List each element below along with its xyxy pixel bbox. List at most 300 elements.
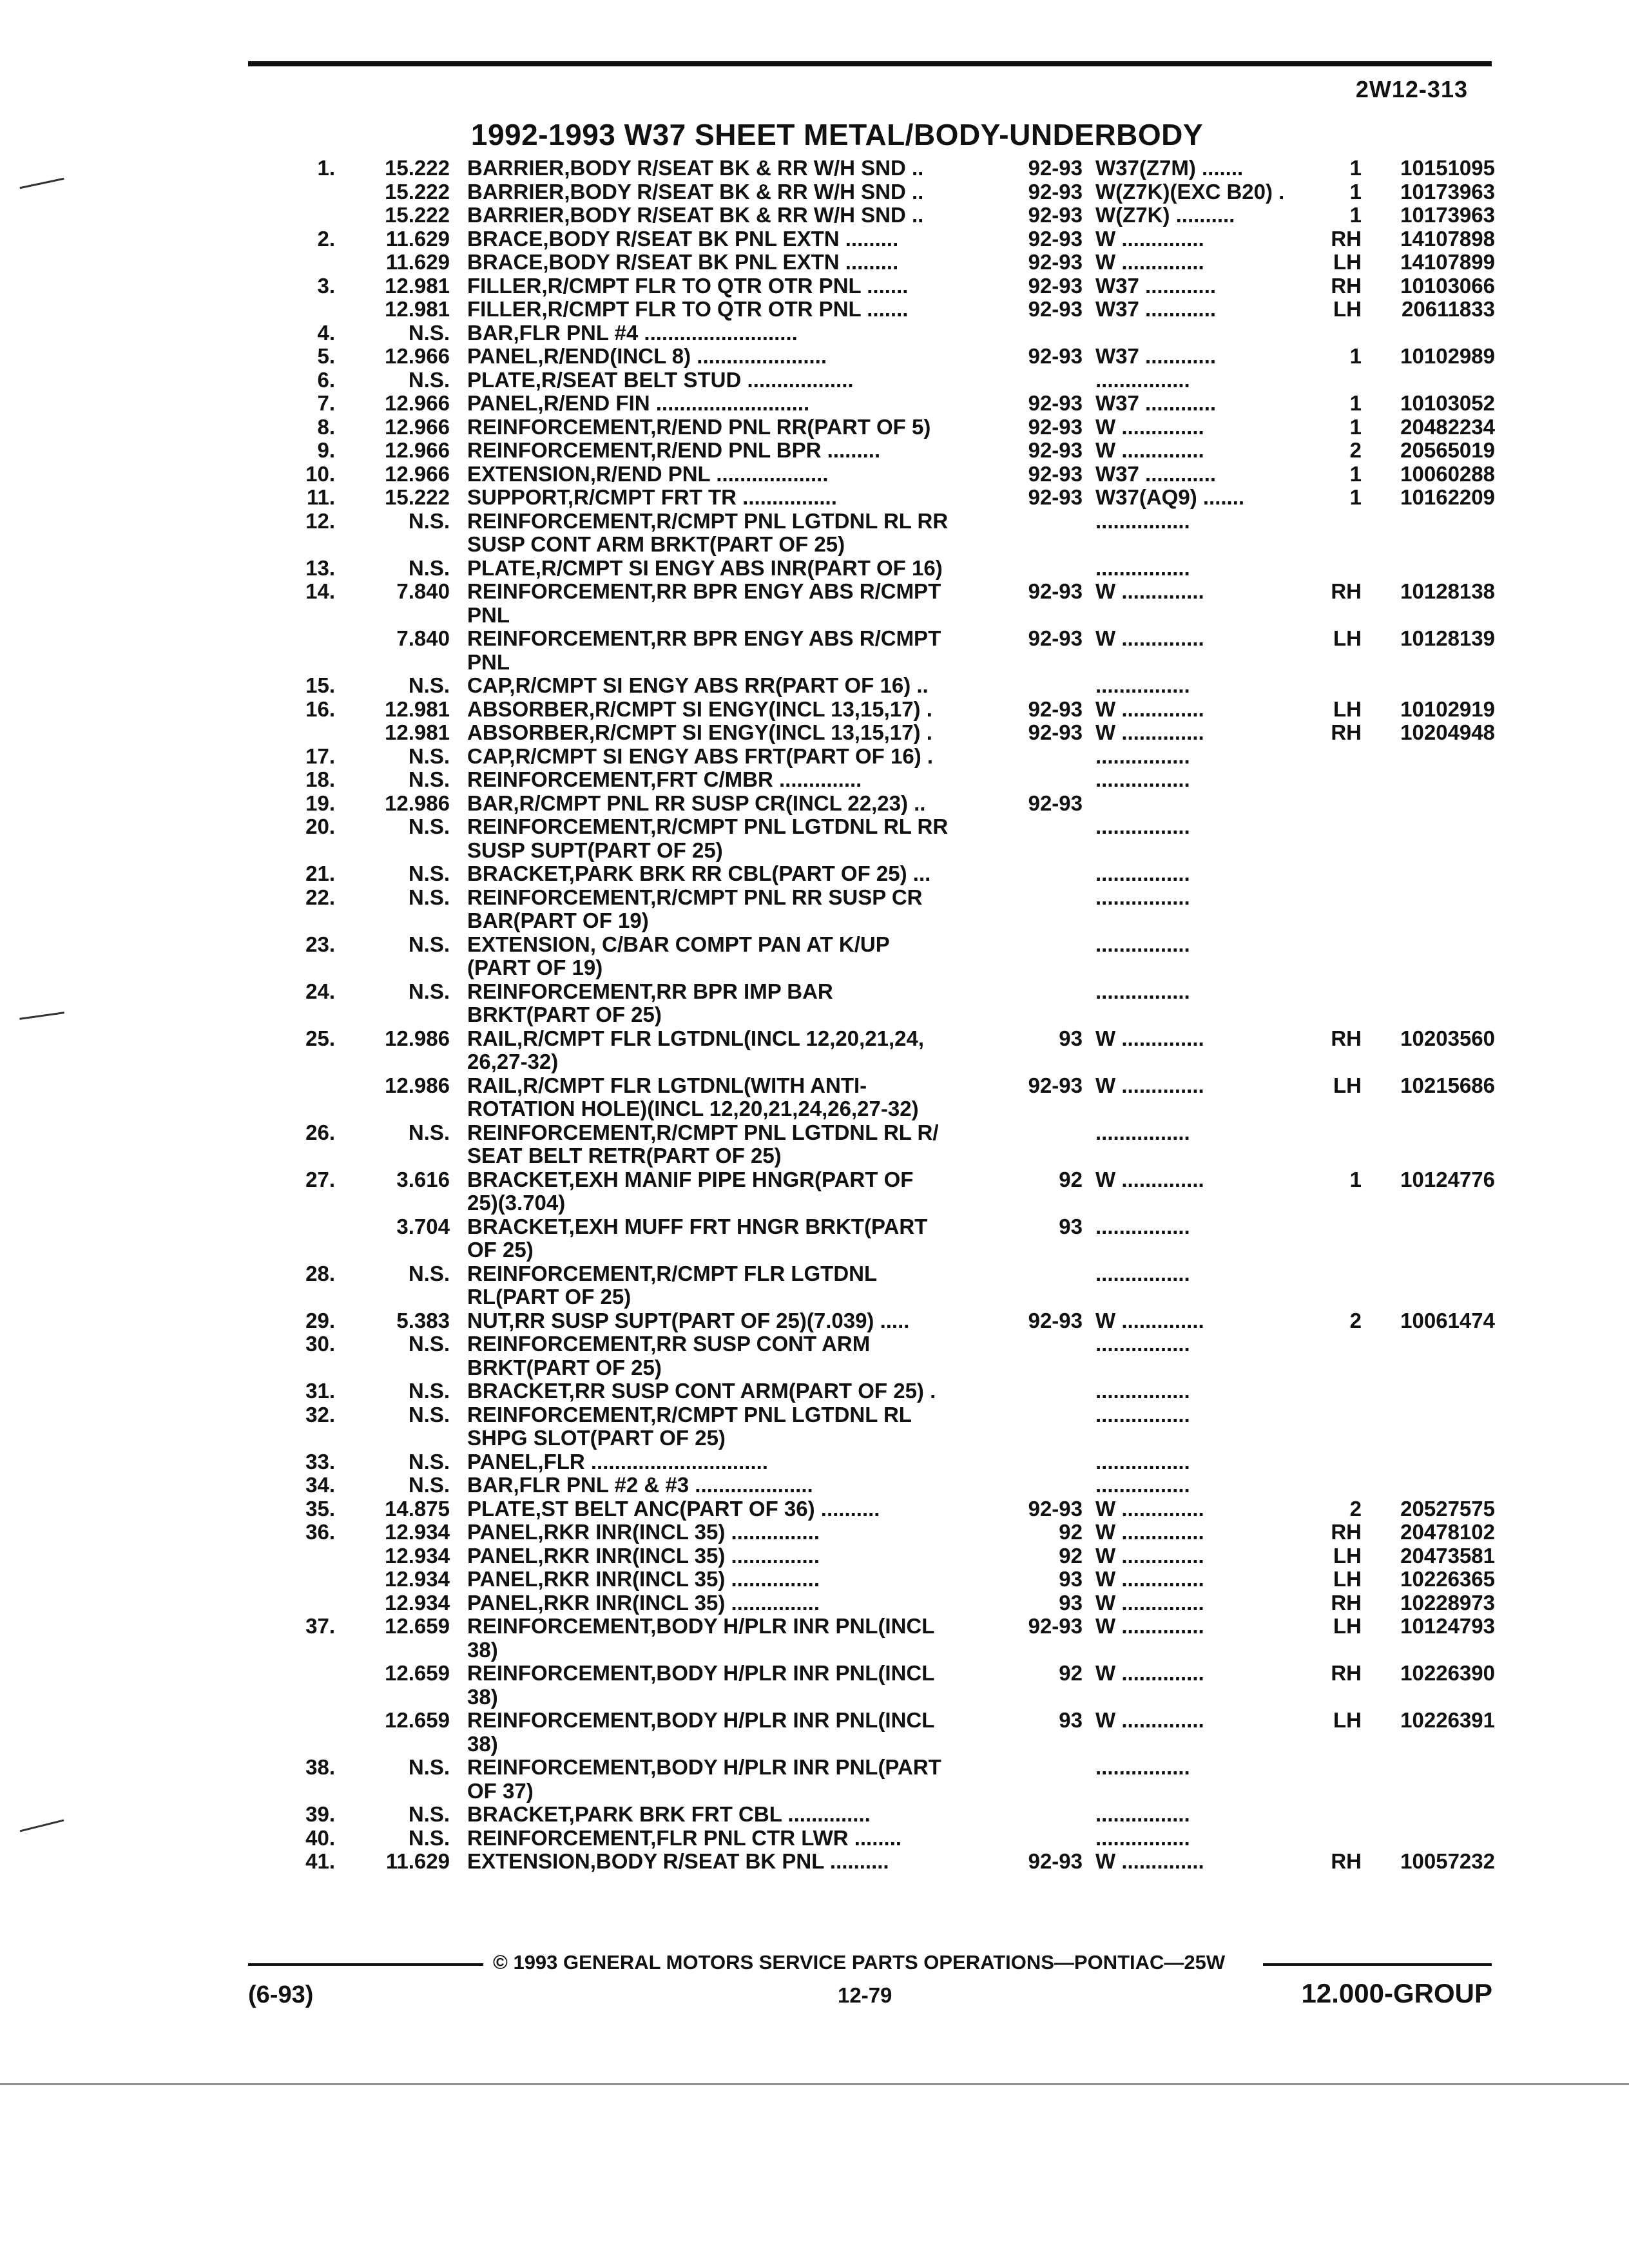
body-style: W .............. (1095, 697, 1204, 721)
description-line (467, 227, 1008, 251)
item-number: 39. (305, 1802, 335, 1826)
group-number: N.S. (408, 932, 450, 956)
table-row (271, 1709, 1495, 1756)
part-detail: ,R/CMPT SI ENGY ABS INR(PART OF 16) (535, 555, 943, 580)
quantity: LH (1333, 297, 1362, 321)
table-row (271, 1662, 1495, 1709)
margin-mark (19, 1012, 64, 1020)
part-description (467, 1850, 1008, 1874)
model-years: 92-93 (1028, 438, 1083, 462)
part-number: 20482234 (1400, 414, 1495, 439)
part-name: SUPPORT (467, 485, 568, 509)
part-description (467, 1591, 1008, 1615)
quantity: 1 (1349, 414, 1362, 439)
part-number: 10215686 (1400, 1073, 1495, 1097)
body-style: W .............. (1095, 1544, 1204, 1568)
part-name: CAP (467, 744, 510, 768)
model-years: 93 (1059, 1590, 1083, 1615)
description-line (467, 180, 1008, 204)
footer-date: (6-93) (248, 1981, 314, 2008)
part-detail: ,R/END PNL RR(PART OF 5) (650, 414, 931, 439)
model-years: 92-93 (1028, 344, 1083, 368)
model-years: 92-93 (1028, 1496, 1083, 1521)
table-row (271, 815, 1495, 862)
description-line (467, 1850, 1008, 1874)
table-row (271, 369, 1495, 392)
part-name: PANEL (467, 391, 538, 415)
model-years: 92-93 (1028, 203, 1083, 227)
body-style: ................ (1095, 932, 1190, 956)
part-description (467, 345, 1008, 369)
part-detail: ,RR SUSP CONT ARM (650, 1332, 871, 1356)
part-name: PLATE (467, 1496, 535, 1521)
description-continuation: (PART OF 19) (467, 956, 603, 979)
part-description (467, 463, 1008, 486)
part-name: BARRIER (467, 203, 564, 227)
model-years: 92-93 (1028, 579, 1083, 603)
part-number: 10128138 (1400, 579, 1495, 603)
description-line (467, 1168, 1008, 1192)
part-detail: ,R/CMPT FLR LGTDNL(INCL 12,20,21,24, (517, 1026, 924, 1050)
table-row (271, 1168, 1495, 1215)
table-row (271, 392, 1495, 416)
part-detail: ,R/CMPT FLR TO QTR OTR PNL ....... (541, 297, 909, 321)
part-name: RAIL (467, 1073, 517, 1097)
description-continuation: OF 25) (467, 1238, 534, 1262)
footer-rule-right (1263, 1963, 1492, 1966)
table-row (271, 1497, 1495, 1521)
group-number: 15.222 (385, 203, 450, 227)
quantity: RH (1331, 720, 1362, 744)
part-detail: ,R/CMPT FLR LGTDNL (650, 1261, 878, 1285)
part-detail: ,R/CMPT SI ENGY(INCL 13,15,17) . (588, 697, 932, 721)
description-line (467, 1309, 1008, 1333)
part-detail: ,RKR INR(INCL 35) ............... (537, 1543, 820, 1568)
description-continuation: SUSP CONT ARM BRKT(PART OF 25) (467, 532, 845, 556)
description-line (467, 1262, 1008, 1286)
table-row (271, 1215, 1495, 1262)
part-number: 10228973 (1400, 1590, 1495, 1615)
group-number: N.S. (408, 320, 450, 345)
part-name: REINFORCEMENT (467, 438, 651, 462)
item-number: 26. (305, 1120, 335, 1144)
part-number: 10226390 (1400, 1661, 1495, 1685)
body-style: ................ (1095, 862, 1190, 885)
description-line (467, 1756, 1008, 1780)
description-line (467, 1074, 1008, 1098)
scan-edge-line (0, 2083, 1629, 2085)
item-number: 14. (305, 579, 335, 603)
description-line (467, 1568, 1008, 1591)
table-row (271, 792, 1495, 816)
group-number: 7.840 (396, 626, 450, 650)
quantity: LH (1333, 1567, 1362, 1591)
part-description (467, 392, 1008, 416)
part-description (467, 439, 1008, 463)
description-line (467, 580, 1008, 604)
part-number: 10124793 (1400, 1614, 1495, 1638)
part-name: REINFORCEMENT (467, 1825, 651, 1850)
part-description (467, 416, 1008, 439)
part-description (467, 180, 1008, 204)
model-years: 93 (1059, 1567, 1083, 1591)
part-name: REINFORCEMENT (467, 1402, 651, 1427)
body-style: W(Z7K)(EXC B20) . (1095, 180, 1285, 204)
body-style: W37 ............ (1095, 392, 1217, 415)
model-years: 92-93 (1028, 1849, 1083, 1873)
table-row (271, 627, 1495, 674)
table-row (271, 933, 1495, 980)
part-description (467, 1027, 1008, 1074)
part-detail: ,BODY H/PLR INR PNL(INCL (650, 1661, 935, 1685)
part-detail: ,FLR PNL #2 & #3 .................... (513, 1473, 813, 1497)
description-continuation: SHPG SLOT(PART OF 25) (467, 1426, 726, 1450)
part-name: PANEL (467, 1543, 538, 1568)
part-description (467, 1709, 1008, 1756)
body-style: W37 ............ (1095, 345, 1217, 368)
part-name: REINFORCEMENT (467, 1261, 651, 1285)
description-line (467, 933, 1008, 957)
table-row (271, 1803, 1495, 1827)
footer-group: 12.000-GROUP (1301, 1978, 1492, 2008)
part-detail: ,R/CMPT PNL RR SUSP CR (650, 885, 923, 909)
group-number: 15.222 (385, 485, 450, 509)
part-description (467, 1403, 1008, 1450)
description-line (467, 557, 1008, 581)
part-description (467, 1379, 1008, 1403)
body-style: ................ (1095, 1756, 1190, 1779)
part-description (467, 1662, 1008, 1709)
part-detail: ,RR SUSP CONT ARM(PART OF 25) . (568, 1379, 936, 1403)
part-name: BRACKET (467, 1167, 569, 1191)
table-row (271, 1521, 1495, 1544)
table-row (271, 345, 1495, 369)
part-name: REINFORCEMENT (467, 979, 651, 1003)
body-style: W37(Z7M) ....... (1095, 157, 1244, 180)
model-years: 93 (1059, 1708, 1083, 1732)
group-number: 3.704 (396, 1214, 450, 1238)
group-number: N.S. (408, 1473, 450, 1497)
description-continuation: ROTATION HOLE)(INCL 12,20,21,24,26,27-32) (467, 1097, 919, 1120)
model-years: 92-93 (1028, 461, 1083, 486)
part-detail: ,FLR PNL CTR LWR ........ (650, 1825, 902, 1850)
part-name: CAP (467, 673, 510, 697)
description-line (467, 1332, 1008, 1356)
part-description (467, 557, 1008, 581)
description-line (467, 627, 1008, 651)
body-style: W37(AQ9) ....... (1095, 486, 1245, 509)
body-style: ................ (1095, 979, 1190, 1003)
body-style: W .............. (1095, 1568, 1204, 1591)
item-number: 17. (305, 744, 335, 768)
description-line (467, 1379, 1008, 1403)
part-name: BRACKET (467, 1379, 569, 1403)
body-style: ................ (1095, 1379, 1190, 1403)
table-row (271, 157, 1495, 180)
part-detail: ,FLR .............................. (537, 1449, 768, 1474)
part-name: PANEL (467, 1520, 538, 1544)
table-row (271, 1756, 1495, 1803)
model-years: 92-93 (1028, 1614, 1083, 1638)
description-continuation: 26,27-32) (467, 1050, 559, 1073)
quantity: RH (1331, 1026, 1362, 1050)
table-row (271, 698, 1495, 722)
item-number: 6. (317, 367, 335, 392)
item-number: 8. (317, 414, 335, 439)
part-name: REINFORCEMENT (467, 885, 651, 909)
body-style: W .............. (1095, 1497, 1204, 1521)
part-description (467, 980, 1008, 1027)
quantity: RH (1331, 1520, 1362, 1544)
model-years: 92-93 (1028, 414, 1083, 439)
model-years: 92-93 (1028, 485, 1083, 509)
footer-page-number: 12-79 (838, 1983, 892, 2007)
part-description (467, 1568, 1008, 1591)
item-number: 33. (305, 1449, 335, 1474)
body-style: ................ (1095, 885, 1190, 909)
table-row (271, 1568, 1495, 1591)
part-detail: ,R/END PNL BPR ......... (650, 438, 881, 462)
part-detail: ,R/CMPT FLR TO QTR OTR PNL ....... (541, 273, 909, 298)
body-style: ................ (1095, 1332, 1190, 1356)
description-line (467, 1591, 1008, 1615)
page-code: 2W12-313 (1355, 76, 1468, 102)
model-years: 92 (1059, 1661, 1083, 1685)
body-style: ................ (1095, 744, 1190, 768)
item-number: 21. (305, 861, 335, 885)
part-name: BARRIER (467, 179, 564, 204)
group-number: 11.629 (385, 250, 450, 274)
model-years: 92-93 (1028, 697, 1083, 721)
group-number: 15.222 (385, 179, 450, 204)
group-number: N.S. (408, 1449, 450, 1474)
part-number: 10124776 (1400, 1167, 1495, 1191)
description-continuation: SUSP SUPT(PART OF 25) (467, 838, 723, 862)
model-years: 93 (1059, 1214, 1083, 1238)
table-row (271, 1827, 1495, 1850)
part-description (467, 322, 1008, 345)
part-description (467, 204, 1008, 227)
body-style: W .............. (1095, 439, 1204, 462)
part-description (467, 227, 1008, 251)
body-style: ................ (1095, 368, 1190, 392)
body-style: ................ (1095, 509, 1190, 533)
part-number: 10151095 (1400, 156, 1495, 180)
group-number: 12.659 (385, 1661, 450, 1685)
description-line (467, 1615, 1008, 1639)
model-years: 93 (1059, 1026, 1083, 1050)
body-style: W .............. (1095, 1168, 1204, 1191)
group-number: N.S. (408, 1332, 450, 1356)
group-number: N.S. (408, 508, 450, 533)
description-line (467, 1827, 1008, 1850)
body-style: ................ (1095, 1450, 1190, 1474)
item-number: 20. (305, 814, 335, 838)
body-style: W .............. (1095, 721, 1204, 744)
part-number: 10226391 (1400, 1708, 1495, 1732)
description-line (467, 463, 1008, 486)
quantity: 1 (1349, 156, 1362, 180)
description-line (467, 1521, 1008, 1544)
part-name: FILLER (467, 297, 542, 321)
part-name: REINFORCEMENT (467, 579, 651, 603)
part-description (467, 1262, 1008, 1309)
quantity: RH (1331, 1661, 1362, 1685)
part-description (467, 1803, 1008, 1827)
table-row (271, 980, 1495, 1027)
part-name: BRACE (467, 226, 543, 251)
model-years: 92-93 (1028, 626, 1083, 650)
part-description (467, 369, 1008, 392)
description-line (467, 204, 1008, 227)
item-number: 9. (317, 438, 335, 462)
description-line (467, 486, 1008, 510)
group-number: N.S. (408, 767, 450, 791)
description-line (467, 886, 1008, 910)
group-number: 5.383 (396, 1308, 450, 1332)
part-detail: ,BODY R/SEAT BK & RR W/H SND .. (564, 156, 924, 180)
body-style: W37 ............ (1095, 298, 1217, 321)
part-name: REINFORCEMENT (467, 814, 651, 838)
body-style: W37 ............ (1095, 462, 1217, 486)
part-detail: ,RKR INR(INCL 35) ............... (537, 1520, 820, 1544)
table-row (271, 274, 1495, 298)
part-number: 20565019 (1400, 438, 1495, 462)
model-years: 92-93 (1028, 156, 1083, 180)
group-number: 12.659 (385, 1614, 450, 1638)
item-number: 4. (317, 320, 335, 345)
table-row (271, 1332, 1495, 1379)
quantity: LH (1333, 1073, 1362, 1097)
part-description (467, 157, 1008, 180)
description-line (467, 721, 1008, 745)
part-detail: ,PARK BRK FRT CBL .............. (568, 1802, 871, 1826)
description-line (467, 792, 1008, 816)
item-number: 19. (305, 791, 335, 815)
description-line (467, 698, 1008, 722)
description-line (467, 674, 1008, 698)
part-detail: ,R/CMPT PNL RR SUSP CR(INCL 22,23) .. (513, 791, 926, 815)
description-line (467, 980, 1008, 1004)
table-row (271, 721, 1495, 745)
body-style: W .............. (1095, 251, 1204, 274)
part-description (467, 886, 1008, 933)
part-description (467, 1827, 1008, 1850)
description-line (467, 439, 1008, 463)
group-number: 11.629 (385, 1849, 450, 1873)
group-number: N.S. (408, 814, 450, 838)
body-style: ................ (1095, 1803, 1190, 1826)
body-style: ................ (1095, 1262, 1190, 1285)
part-name: REINFORCEMENT (467, 508, 651, 533)
quantity: 1 (1349, 461, 1362, 486)
part-detail: ,R/END(INCL 8) ...................... (537, 344, 827, 368)
quantity: LH (1333, 1708, 1362, 1732)
part-name: REINFORCEMENT (467, 1120, 651, 1144)
table-row (271, 1121, 1495, 1168)
table-row (271, 557, 1495, 581)
table-row (271, 674, 1495, 698)
group-number: 12.966 (385, 438, 450, 462)
body-style: W .............. (1095, 227, 1204, 251)
body-style: W .............. (1095, 627, 1204, 650)
body-style: W37 ............ (1095, 274, 1217, 298)
part-name: EXTENSION (467, 461, 590, 486)
part-description (467, 698, 1008, 722)
model-years: 92-93 (1028, 250, 1083, 274)
part-description (467, 1497, 1008, 1521)
part-detail: , C/BAR COMPT PAN AT K/UP (590, 932, 890, 956)
part-description (467, 510, 1008, 557)
quantity: 2 (1349, 1308, 1362, 1332)
margin-mark (19, 178, 64, 189)
part-number: 10203560 (1400, 1026, 1495, 1050)
part-description (467, 298, 1008, 322)
description-line (467, 510, 1008, 533)
part-number: 10204948 (1400, 720, 1495, 744)
body-style: ................ (1095, 768, 1190, 791)
description-line (467, 1121, 1008, 1145)
quantity: RH (1331, 579, 1362, 603)
group-number: N.S. (408, 1402, 450, 1427)
table-row (271, 862, 1495, 886)
part-number: 20527575 (1400, 1496, 1495, 1521)
part-description (467, 1521, 1008, 1544)
body-style: W .............. (1095, 1591, 1204, 1615)
body-style: ................ (1095, 1120, 1190, 1144)
part-description (467, 792, 1008, 816)
group-number: N.S. (408, 673, 450, 697)
description-line (467, 298, 1008, 322)
part-name: BAR (467, 1473, 514, 1497)
item-number: 5. (317, 344, 335, 368)
description-continuation: RL(PART OF 25) (467, 1285, 631, 1309)
part-description (467, 627, 1008, 674)
part-detail: ,R/CMPT PNL LGTDNL RL R/ (650, 1120, 939, 1144)
item-number: 18. (305, 767, 335, 791)
item-number: 15. (305, 673, 335, 697)
quantity: LH (1333, 626, 1362, 650)
quantity: 2 (1349, 438, 1362, 462)
group-number: 12.966 (385, 344, 450, 368)
part-description (467, 1332, 1008, 1379)
table-row (271, 486, 1495, 510)
part-description (467, 862, 1008, 886)
group-number: 14.875 (385, 1496, 450, 1521)
group-number: N.S. (408, 1379, 450, 1403)
item-number: 40. (305, 1825, 335, 1850)
item-number: 22. (305, 885, 335, 909)
part-description (467, 768, 1008, 792)
model-years: 92-93 (1028, 1308, 1083, 1332)
table-row (271, 1262, 1495, 1309)
description-line (467, 157, 1008, 180)
part-detail: ,RR SUSP SUPT(PART OF 25)(7.039) ..... (508, 1308, 910, 1332)
part-number: 10060288 (1400, 461, 1495, 486)
model-years: 92-93 (1028, 791, 1083, 815)
item-number: 13. (305, 555, 335, 580)
part-description (467, 274, 1008, 298)
item-number: 3. (317, 273, 335, 298)
item-number: 10. (305, 461, 335, 486)
part-name: REINFORCEMENT (467, 1661, 651, 1685)
group-number: 12.986 (385, 791, 450, 815)
table-row (271, 439, 1495, 463)
description-line (467, 862, 1008, 886)
model-years: 92-93 (1028, 179, 1083, 204)
quantity: LH (1333, 1614, 1362, 1638)
part-detail: ,R/CMPT PNL LGTDNL RL (650, 1402, 912, 1427)
